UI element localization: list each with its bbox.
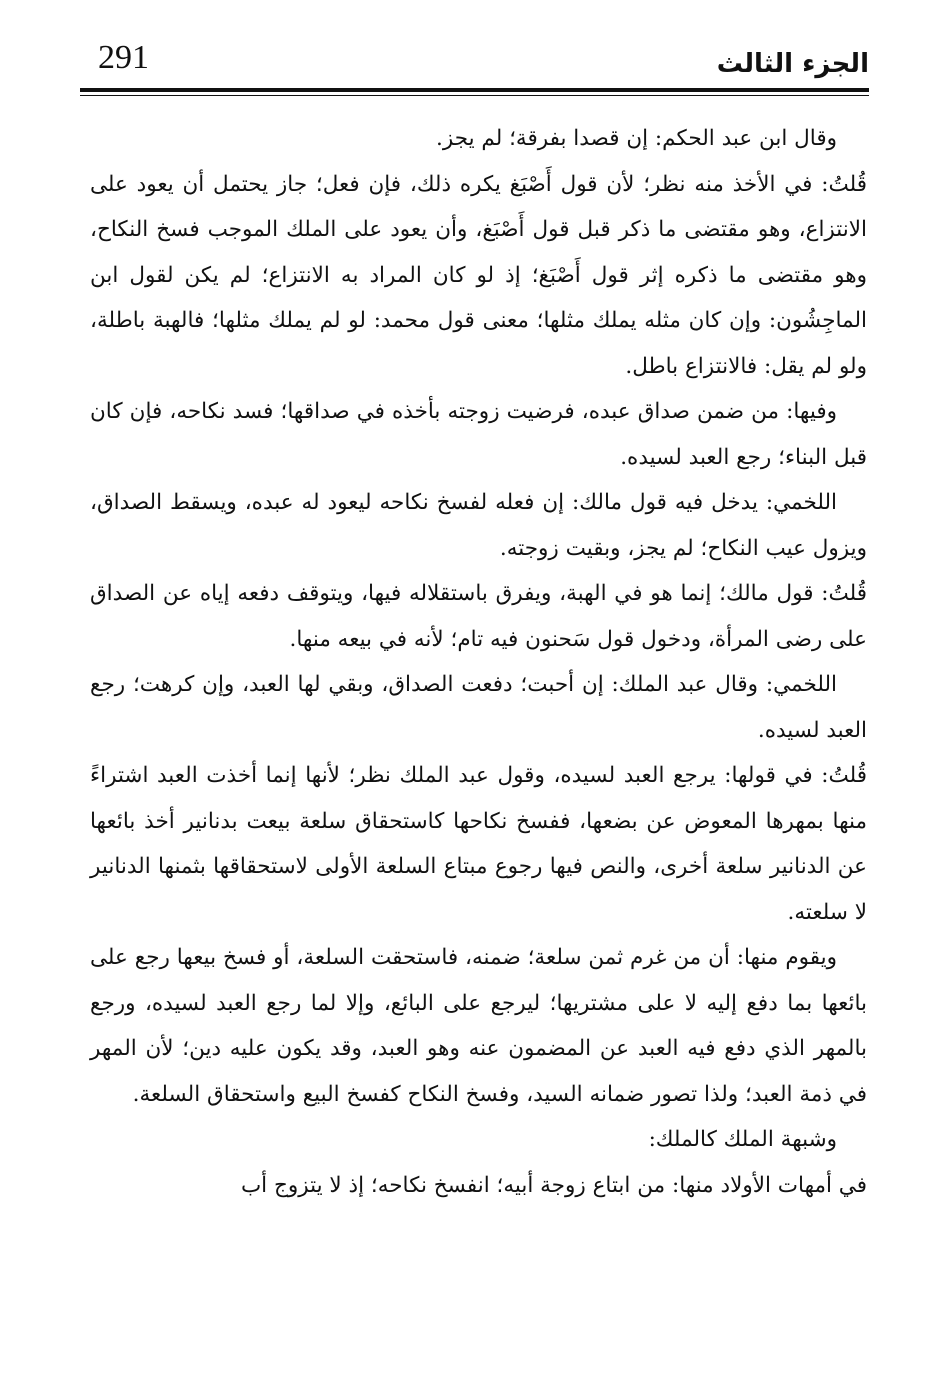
header-rule-thick: [80, 88, 869, 92]
page-number: 291: [98, 39, 149, 76]
paragraph: وفيها: من ضمن صداق عبده، فرضيت زوجته بأخذه في صداقها؛ فسد نكاحه، فإن كان قبل البناء؛ رجع العبد لسيده.: [90, 399, 867, 470]
paragraph: قُلتُ: في قولها: يرجع العبد لسيده، وقول عبد الملك نظر؛ لأنها إنما أخذت العبد اشتراءً منها بمهرها المعوض عن بضعها، ففسخ نكاحها كاستحقاق سلعة بيعت بدنانير أخذ بائعها عن الدنانير سلعة أخرى، والنص فيها رجوع مبتاع السلعة الأولى لاستحقاقها بثمنها الدنانير لا سلعته.: [90, 763, 867, 925]
paragraph: وشبهة الملك كالملك:: [648, 1127, 837, 1152]
paragraph: وقال ابن عبد الحكم: إن قصدا بفرقة؛ لم يجز.: [436, 126, 837, 151]
paragraph: ويقوم منها: أن من غرم ثمن سلعة؛ ضمنه، فاستحقت السلعة، أو فسخ بيعها رجع على بائعها بما دفع إليه لا على مشتريها؛ ليرجع على البائع، وإلا لما رجع العبد لسيده، ورجع بالمهر الذي دفع فيه العبد عن المضمون عنه وهو العبد، وقد يكون عليه دين؛ لأن المهر في ذمة العبد؛ ولذا تصور ضمانه السيد، وفسخ النكاح كفسخ البيع واستحقاق السلعة.: [90, 945, 867, 1107]
body-text: [90, 116, 867, 1208]
paragraph: قُلتُ: في الأخذ منه نظر؛ لأن قول أَصْبَغ يكره ذلك، فإن فعل؛ جاز يحتمل أن يعود على الانتزاع، وهو مقتضى ما ذكر قبل قول أَصْبَغ، وأن يعود على الملك الموجب فسخ النكاح، وهو مقتضى ما ذكره إثر قول أَصْبَغ؛ إذ لو كان المراد به الانتزاع؛ لم يكن لقول ابن الماجِشُون: وإن كان مثله يملك مثلها؛ معنى قول محمد: لو لم يملك مثلها؛ فالهبة باطلة، ولو لم يقل: فالانتزاع باطل.: [90, 171, 867, 379]
header-rule-thin: [80, 95, 869, 96]
paragraph: قُلتُ: قول مالك؛ إنما هو في الهبة، ويفرق باستقلاله فيها، ويتوقف دفعه إياه عن الصداق على رضى المرأة، ودخول قول سَحنون فيه تام؛ لأنه في بيعه منها.: [90, 581, 867, 652]
running-title: الجزء الثالث: [716, 49, 869, 79]
paragraph: اللخمي: يدخل فيه قول مالك: إن فعله لفسخ نكاحه ليعود له عبده، ويسقط الصداق، ويزول عيب النكاح؛ لم يجز، وبقيت زوجته.: [90, 490, 867, 561]
paragraph: في أمهات الأولاد منها: من ابتاع زوجة أبيه؛ انفسخ نكاحه؛ إذ لا يتزوج أب: [240, 1172, 867, 1198]
paragraph: اللخمي: وقال عبد الملك: إن أحبت؛ دفعت الصداق، وبقي لها العبد، وإن كرهت؛ رجع العبد لسيده.: [90, 672, 867, 743]
page-header: [80, 30, 869, 90]
